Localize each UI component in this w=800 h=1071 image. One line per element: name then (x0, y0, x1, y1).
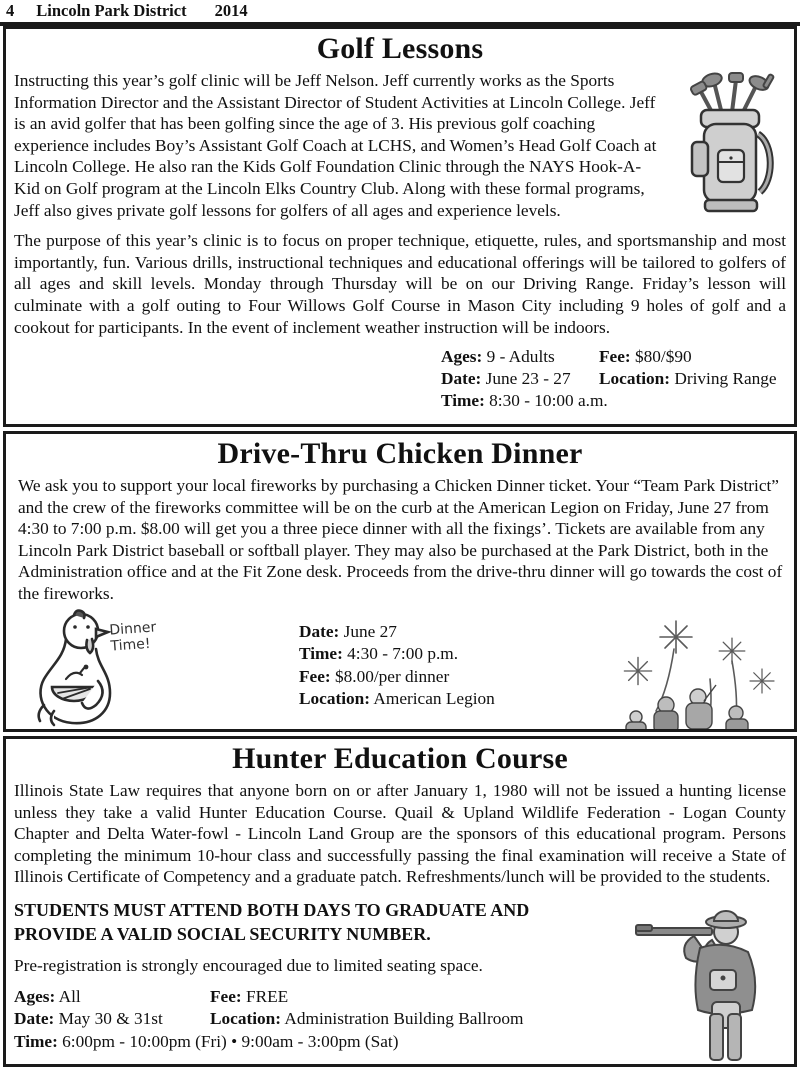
section-chicken-dinner (3, 431, 797, 732)
chicken-location: Location: American Legion (299, 689, 495, 709)
hunter-paragraph: Illinois State Law requires that anyone born on or after January 1, 1980 will not be issued a hunting license unless they take a valid Hunter Education Course. Quail & Upland Wildlife Federation - Logan County Chapter and Delta Water-fowl - Lincoln Land Group are the sponsors of this educational program. Persons completing the minimum 10-hour class and successfully passing the final examination will receive a State of Illinois Certificate of Competency and a graduate patch. Refreshments/lunch will be provided to the students. (14, 781, 786, 887)
chicken-details (299, 621, 495, 711)
golf-paragraph-2: The purpose of this year’s clinic is to focus on proper technique, etiquette, rules, and sportsmanship and most importantly, fun. Various drills, instructional techniques and educational offerings will be tailored to golfers of all ages and skill levels. Monday through Thursday will be on our Driving Range. Friday’s lesson will culminate with a golf outing to Four Willows Golf Course in Mason City including 9 holes of golf and a cookout for participants. In the event of inclement weather instruction will be indoors. (14, 231, 786, 337)
page-header (0, 0, 800, 22)
golf-location: Location: Driving Range (599, 369, 777, 389)
chicken-fee: Fee: $8.00/per dinner (299, 666, 450, 686)
chicken-date: Date: June 27 (299, 621, 397, 641)
golf-time: Time: 8:30 - 10:00 a.m. (441, 391, 608, 411)
hunter-ages: Ages: All (14, 986, 81, 1006)
golf-paragraph-1: Instructing this year’s golf clinic will be Jeff Nelson. Jeff currently works as the Sports Information Director and the Assistant Director of Student Activities at Lincoln College. Jeff is an avid golfer that has been golfing since the age of 3. His previous golf coaching experience includes Boy’s Assistant Golf Coach at LCHS, and Women’s Head Golf Coach at Lincoln College. He also ran the Kids Golf Foundation Clinic through the NAYS Hook-A-Kid on Golf program at the Lincoln Elks Country Club. Along with these formal programs, Jeff also gives private golf lessons for golfers of all ages and experience levels. (14, 71, 657, 220)
golf-fee: Fee: $80/$90 (599, 347, 692, 367)
hunter-warning-text: STUDENTS MUST ATTEND BOTH DAYS TO GRADUATE AND PROVIDE A VALID SOCIAL SECURITY NUMBER. (14, 899, 530, 944)
golf-bag-icon (674, 72, 786, 214)
page-number: 4 (6, 1, 15, 20)
header-year: 2014 (214, 1, 248, 20)
hunter-preregistration-note: Pre-registration is strongly encouraged due to limited seating space. (14, 955, 483, 975)
chicken-speech-text: Dinner Time! (108, 618, 157, 655)
header-title: Lincoln Park District (36, 1, 187, 20)
chicken-time: Time: 4:30 - 7:00 p.m. (299, 644, 459, 664)
golf-title: Golf Lessons (316, 32, 484, 65)
hunter-location: Location: Administration Building Ballroom (210, 1009, 524, 1029)
chicken-title: Drive-Thru Chicken Dinner (217, 437, 583, 470)
section-golf-lessons (3, 26, 797, 427)
fireworks-watchers-icon (614, 609, 786, 732)
golf-date: Date: June 23 - 27 (441, 369, 571, 389)
chicken-cartoon-icon (14, 609, 204, 729)
golf-details (441, 346, 786, 412)
golf-ages: Ages: 9 - Adults (441, 347, 555, 367)
chicken-paragraph: We ask you to support your local fireworks by purchasing a Chicken Dinner ticket. Your “Team Park District” and the crew of the fireworks committee will be on the curb at the American Legion on Friday, June 27 from 4:30 to 7:00 p.m. $8.00 will get you a three piece dinner with all the fixings’. Tickets are available from any Lincoln Park District baseball or softball player. They may also be purchased at the Park District, both in the Administration office and at the Fit Zone desk. Proceeds from the drive-thru dinner will go towards the cost of the fireworks. (18, 476, 783, 603)
section-hunter-education (3, 736, 797, 1067)
hunter-date: Date: May 30 & 31st (14, 1009, 163, 1029)
hunter-fee: Fee: FREE (210, 986, 289, 1006)
hunter-title: Hunter Education Course (232, 742, 568, 775)
hunter-shooter-icon (634, 892, 786, 1064)
hunter-time: Time: 6:00pm - 10:00pm (Fri) • 9:00am - 3:00pm (Sat) (14, 1031, 399, 1051)
